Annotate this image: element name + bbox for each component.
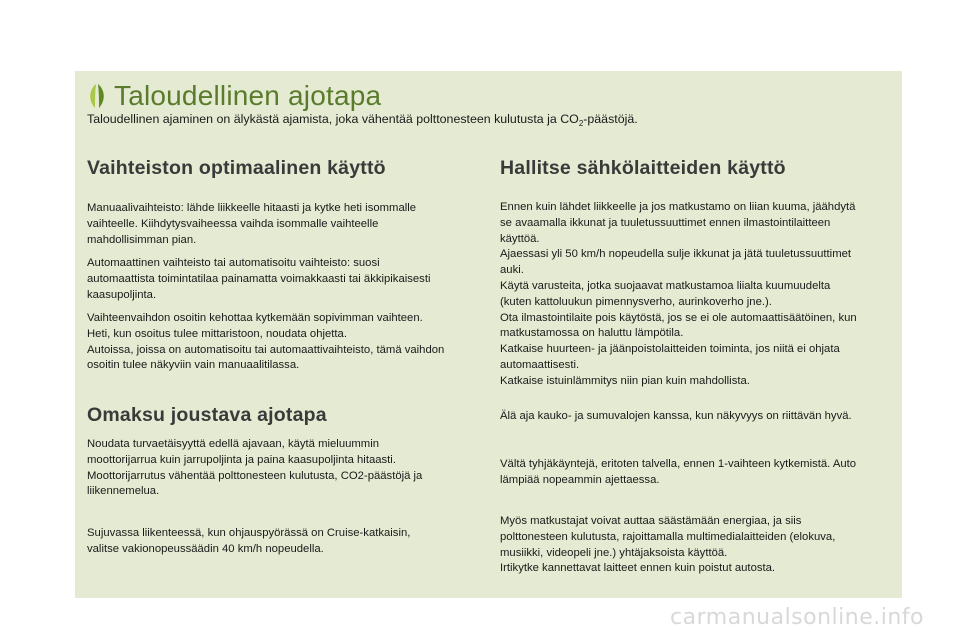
leaf-icon (86, 82, 108, 110)
paragraph-engine-braking: Noudata turvaetäisyyttä edellä ajavaan, käytä mieluummin moottorijarrua kuin jarrupoljinta ja paina kaasupoljinta hitaasti. Moottorijarrutus vähentää polttonesteen kulutusta, CO2-päästöjä ja liikennemelua. (87, 438, 423, 498)
page-title: Taloudellinen ajotapa (114, 80, 382, 111)
intro-main: Taloudellinen ajaminen on älykästä ajamista, joka vähentää polttonesteen kulutusta ja CO (87, 112, 579, 126)
watermark: carmanualsonline.info (670, 605, 924, 630)
intro-subscript: 2 (578, 119, 584, 128)
paragraph-lights: Älä aja kauko- ja sumuvalojen kanssa, kun näkyvyys on riittävän hyvä. (500, 410, 852, 422)
section-heading-gearbox: Vaihteiston optimaalinen käyttö (87, 157, 386, 179)
section-heading-electrical: Hallitse sähkölaitteiden käyttö (500, 157, 786, 179)
section-heading-driving-style: Omaksu joustava ajotapa (87, 404, 327, 426)
paragraph-passengers: Myös matkustajat voivat auttaa säästämään energiaa, ja siis polttonesteen kulutusta, rajoittamalla multimedialaitteiden (elokuva, musiikki, videopeli jne.) yhtäjaksoista käyttöä. Irtikytke kannettavat laitteet ennen kuin poistut autosta. (500, 515, 836, 575)
paragraph-automatic-gearbox: Automaattinen vaihteisto tai automatisoitu vaihteisto: suosi automaattista toimintatilaa painamatta voimakkaasti tai äkkipikaisesti kaasupoljinta. (87, 257, 431, 301)
intro-end: -päästöjä. (583, 112, 638, 126)
paragraph-climate-control: Ennen kuin lähdet liikkeelle ja jos matkustamo on liian kuuma, jäähdytä se avaamalla ikkunat ja tuuletussuuttimet ennen ilmastointilaitteen käyttöä. Ajaessasi yli 50 km/h nopeudella sulje ikkunat ja jätä tuuletussuuttimet auki. Käytä varusteita, jotka suojaavat matkustamoa liialta kuumuudelta (kuten kattoluukun pimennysverho, aurinkoverho jne.). Ota ilmastointilaite pois käytöstä, jos se ei ole automaattisäätöinen, kun matkustamossa on haluttu lämpötila. Katkaise huurteen- ja jäänpoistolaitteiden toiminta, jos niitä ei ohjata automaattisesti. Katkaise istuinlämmitys niin pian kuin mahdollista. (500, 201, 857, 387)
intro-text (87, 110, 638, 133)
paragraph-manual-gearbox: Manuaalivaihteisto: lähde liikkeelle hitaasti ja kytke heti isommalle vaihteelle. Kiihdytysvaiheessa vaihda isommalle vaihteelle mahdollisimman pian. (87, 202, 417, 246)
paragraph-idling: Vältä tyhjäkäyntejä, eritoten talvella, ennen 1-vaihteen kytkemistä. Auto lämpiää nopeammin ajettaessa. (500, 458, 857, 486)
paragraph-cruise-control: Sujuvassa liikenteessä, kun ohjauspyörässä on Cruise-katkaisin, valitse vakionopeussäädin 40 km/h nopeudella. (87, 527, 411, 555)
paragraph-gear-indicator: Vaihteenvaihdon osoitin kehottaa kytkemään sopivimman vaihteen. Heti, kun osoitus tulee mittaristoon, noudata ohjetta. Autoissa, joissa on automatisoitu tai automaattivaihteisto, tämä vaihdon osoitin tulee näkyviin vain manuaalitilassa. (87, 312, 445, 372)
